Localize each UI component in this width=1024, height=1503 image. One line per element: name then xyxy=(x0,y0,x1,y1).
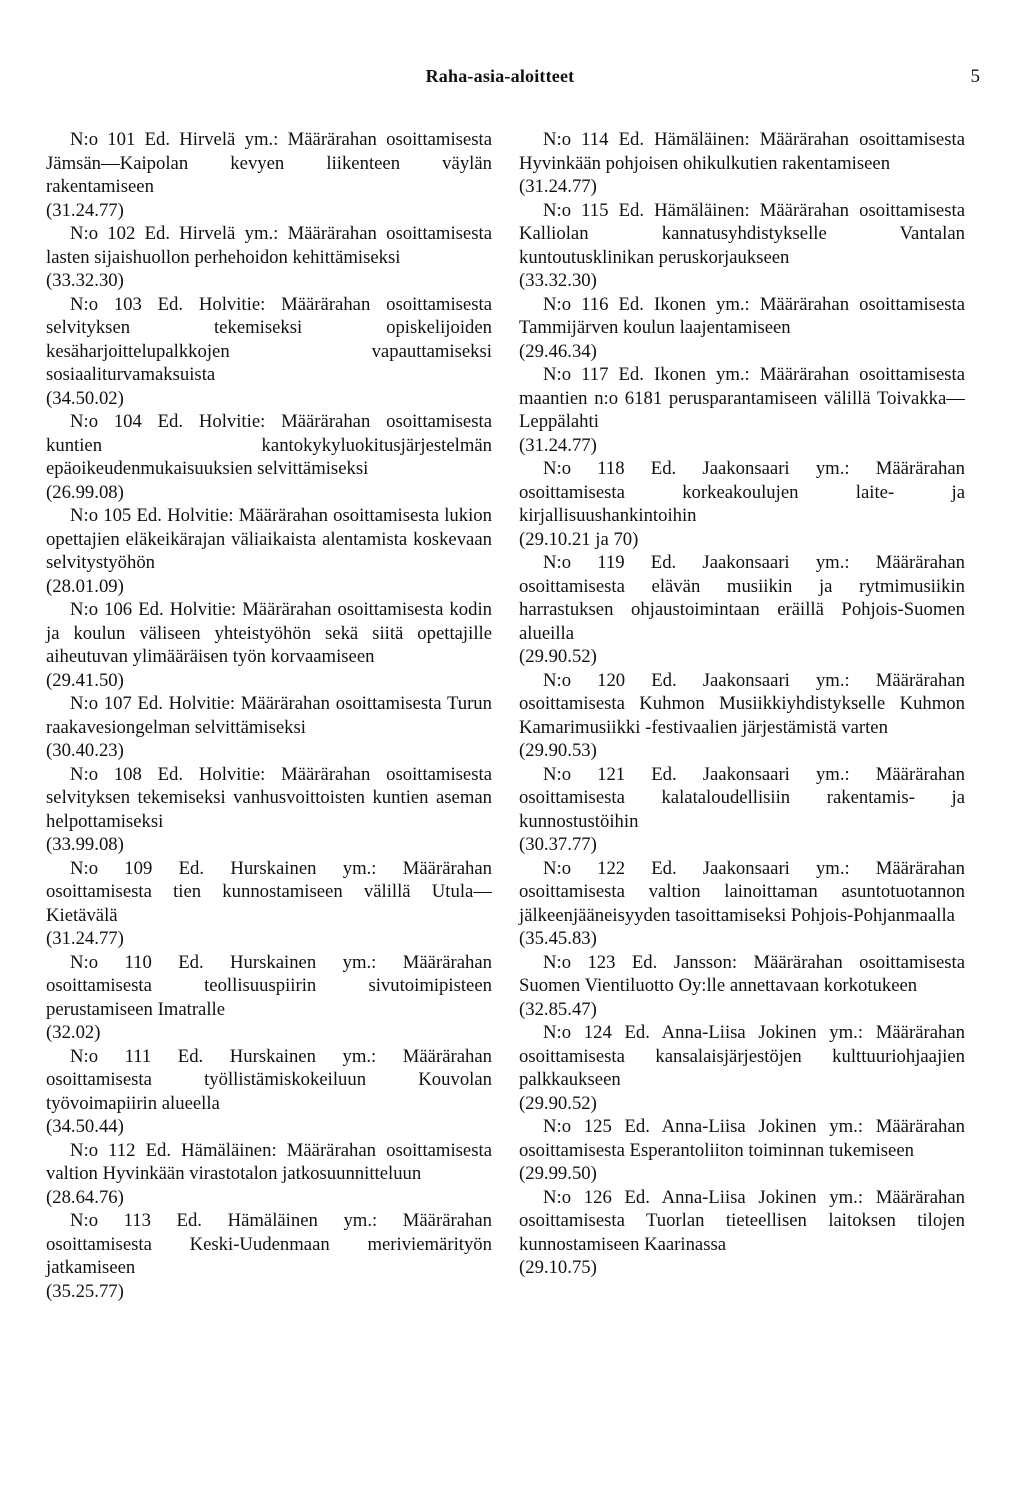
motion-entry xyxy=(519,763,965,857)
motion-entry xyxy=(46,692,492,763)
budget-item-code: (31.24.77) xyxy=(519,176,597,197)
budget-item-code: (29.46.34) xyxy=(519,340,597,362)
motion-title: N:o 116 Ed. Ikonen ym.: Määrärahan osoittamisesta Tammijärven koulun laajentamiseen xyxy=(519,293,965,338)
running-head: Raha-asia-aloitteet xyxy=(425,66,575,86)
motion-title: N:o 102 Ed. Hirvelä ym.: Määrärahan osoittamisesta lasten sijaishuollon perhehoidon kehittämiseksi xyxy=(46,223,492,268)
motion-title: N:o 106 Ed. Holvitie: Määrärahan osoittamisesta kodin ja koulun väliseen yhteistyöhön sekä siitä opettajille aiheutuvan ylimääräisen työn korvaamiseen xyxy=(46,599,492,667)
motion-entry xyxy=(519,457,965,551)
budget-item-code: (34.50.02) xyxy=(46,387,124,409)
budget-item-code: (29.10.75) xyxy=(519,1257,597,1278)
motion-entry xyxy=(46,857,492,951)
motion-title: N:o 126 Ed. Anna-Liisa Jokinen ym.: Määrärahan osoittamisesta Tuorlan tieteellisen laitoksen tilojen kunnostamiseen Kaarinassa xyxy=(519,1186,965,1255)
motion-entry xyxy=(46,1139,492,1210)
motion-entry xyxy=(519,128,965,199)
budget-item-code: (35.45.83) xyxy=(519,928,597,949)
motion-title: N:o 122 Ed. Jaakonsaari ym.: Määrärahan osoittamisesta valtion lainoittaman asuntotuotannon jälkeenjääneisyyden tasoittamiseksi Pohjois-Pohjanmaalla xyxy=(519,857,965,926)
budget-item-code: (29.99.50) xyxy=(519,1163,597,1184)
budget-item-code: (28.01.09) xyxy=(46,575,124,597)
motion-title: N:o 107 Ed. Holvitie: Määrärahan osoittamisesta Turun raakavesiongelman selvittämiseksi xyxy=(46,693,492,738)
motion-title: N:o 124 Ed. Anna-Liisa Jokinen ym.: Määrärahan osoittamisesta kansalaisjärjestöjen kulttuuriohjaajien palkkaukseen xyxy=(519,1022,965,1090)
motion-title: N:o 119 Ed. Jaakonsaari ym.: Määrärahan osoittamisesta elävän musiikin ja rytmimusiikin harrastuksen ohjaustoimintaan eräillä Pohjois-Suomen alueilla xyxy=(519,552,965,644)
budget-item-code: (30.40.23) xyxy=(46,740,124,761)
motion-title: N:o 110 Ed. Hurskainen ym.: Määrärahan osoittamisesta teollisuuspiirin sivutoimipisteen perustamiseen Imatralle xyxy=(46,951,492,1020)
motion-title: N:o 114 Ed. Hämäläinen: Määrärahan osoittamisesta Hyvinkään pohjoisen ohikulkutien rakentamiseen xyxy=(519,129,965,174)
budget-item-code: (29.90.53) xyxy=(519,740,597,761)
budget-item-code: (29.90.52) xyxy=(519,1092,597,1114)
motion-entry xyxy=(519,1021,965,1115)
motion-entry xyxy=(46,293,492,411)
motion-entry xyxy=(46,222,492,293)
motion-title: N:o 111 Ed. Hurskainen ym.: Määrärahan osoittamisesta työllistämiskokeiluun Kouvolan työvoimapiirin alueella xyxy=(46,1045,492,1114)
budget-item-code: (29.41.50) xyxy=(46,669,124,691)
budget-item-code: (31.24.77) xyxy=(46,199,124,221)
budget-item-code: (31.24.77) xyxy=(46,928,124,949)
motion-title: N:o 117 Ed. Ikonen ym.: Määrärahan osoittamisesta maantien n:o 6181 perusparantamiseen välillä Toivakka—Leppälahti xyxy=(519,364,965,432)
motion-title: N:o 120 Ed. Jaakonsaari ym.: Määrärahan osoittamisesta Kuhmon Musiikkiyhdistykselle Kuhmon Kamarimusiikki -festivaalien järjestämistä varten xyxy=(519,669,965,738)
left-column xyxy=(46,128,492,1303)
motion-title: N:o 104 Ed. Holvitie: Määrärahan osoittamisesta kuntien kantokykyluokitusjärjestelmän epäoikeudenmukaisuuksien selvittämiseksi xyxy=(46,411,492,479)
motion-entry xyxy=(46,763,492,857)
motion-entry xyxy=(46,951,492,1045)
budget-item-code: (33.99.08) xyxy=(46,834,124,855)
motion-entry xyxy=(519,551,965,669)
motion-entry xyxy=(519,1115,965,1186)
right-column xyxy=(519,128,965,1280)
motion-entry xyxy=(519,857,965,951)
motion-entry xyxy=(46,598,492,692)
motion-entry xyxy=(519,363,965,457)
motion-entry xyxy=(46,1209,492,1303)
motion-title: N:o 123 Ed. Jansson: Määrärahan osoittamisesta Suomen Vientiluotto Oy:lle annettavaan korkotukeen xyxy=(519,951,965,996)
motion-title: N:o 109 Ed. Hurskainen ym.: Määrärahan osoittamisesta tien kunnostamiseen välillä Utula—Kietävälä xyxy=(46,857,492,926)
motion-entry xyxy=(46,128,492,222)
motion-title: N:o 118 Ed. Jaakonsaari ym.: Määrärahan osoittamisesta korkeakoulujen laite- ja kirjallisuushankintoihin xyxy=(519,458,965,526)
motion-entry xyxy=(46,504,492,598)
motion-entry xyxy=(519,1186,965,1280)
motion-entry xyxy=(519,951,965,1022)
budget-item-code: (28.64.76) xyxy=(46,1186,124,1208)
motion-title: N:o 108 Ed. Holvitie: Määrärahan osoittamisesta selvityksen tekemiseksi vanhusvoittoisten kuntien aseman helpottamiseksi xyxy=(46,763,492,832)
budget-item-code: (29.90.52) xyxy=(519,646,597,667)
motion-title: N:o 115 Ed. Hämäläinen: Määrärahan osoittamisesta Kalliolan kannatusyhdistykselle Vantalan kuntoutusklinikan peruskorjaukseen xyxy=(519,199,965,268)
motion-title: N:o 121 Ed. Jaakonsaari ym.: Määrärahan osoittamisesta kalataloudellisiin rakentamis- ja kunnostustöihin xyxy=(519,763,965,832)
motion-entry xyxy=(519,293,965,364)
motion-entry xyxy=(46,410,492,504)
budget-item-code: (26.99.08) xyxy=(46,481,124,503)
motion-title: N:o 101 Ed. Hirvelä ym.: Määrärahan osoittamisesta Jämsän—Kaipolan kevyen liikenteen väylän rakentamiseen xyxy=(46,129,492,197)
budget-item-code: (31.24.77) xyxy=(519,434,597,456)
budget-item-code: (32.85.47) xyxy=(519,998,597,1020)
motion-entry xyxy=(46,1045,492,1139)
motion-entry xyxy=(519,669,965,763)
budget-item-code: (30.37.77) xyxy=(519,834,597,855)
motion-title: N:o 113 Ed. Hämäläinen ym.: Määrärahan osoittamisesta Keski-Uudenmaan meriviemärityön jatkamiseen xyxy=(46,1210,492,1278)
motion-title: N:o 105 Ed. Holvitie: Määrärahan osoittamisesta lukion opettajien eläkeikärajan väliaikaista alentamista koskevaan selvitystyöhön xyxy=(46,505,492,573)
budget-item-code: (33.32.30) xyxy=(519,270,597,291)
budget-item-code: (33.32.30) xyxy=(46,270,124,291)
budget-item-code: (29.10.21 ja 70) xyxy=(519,528,639,550)
motion-entry xyxy=(519,199,965,293)
page-number: 5 xyxy=(970,66,980,87)
budget-item-code: (32.02) xyxy=(46,1022,101,1043)
motion-title: N:o 103 Ed. Holvitie: Määrärahan osoittamisesta selvityksen tekemiseksi opiskelijoiden kesäharjoittelupalkkojen vapauttamiseksi sosiaaliturvamaksuista xyxy=(46,293,492,385)
budget-item-code: (34.50.44) xyxy=(46,1116,124,1137)
motion-title: N:o 125 Ed. Anna-Liisa Jokinen ym.: Määrärahan osoittamisesta Esperantoliiton toiminnan tukemiseen xyxy=(519,1116,965,1161)
motion-title: N:o 112 Ed. Hämäläinen: Määrärahan osoittamisesta valtion Hyvinkään virastotalon jatkosuunnitteluun xyxy=(46,1139,492,1184)
budget-item-code: (35.25.77) xyxy=(46,1280,124,1302)
